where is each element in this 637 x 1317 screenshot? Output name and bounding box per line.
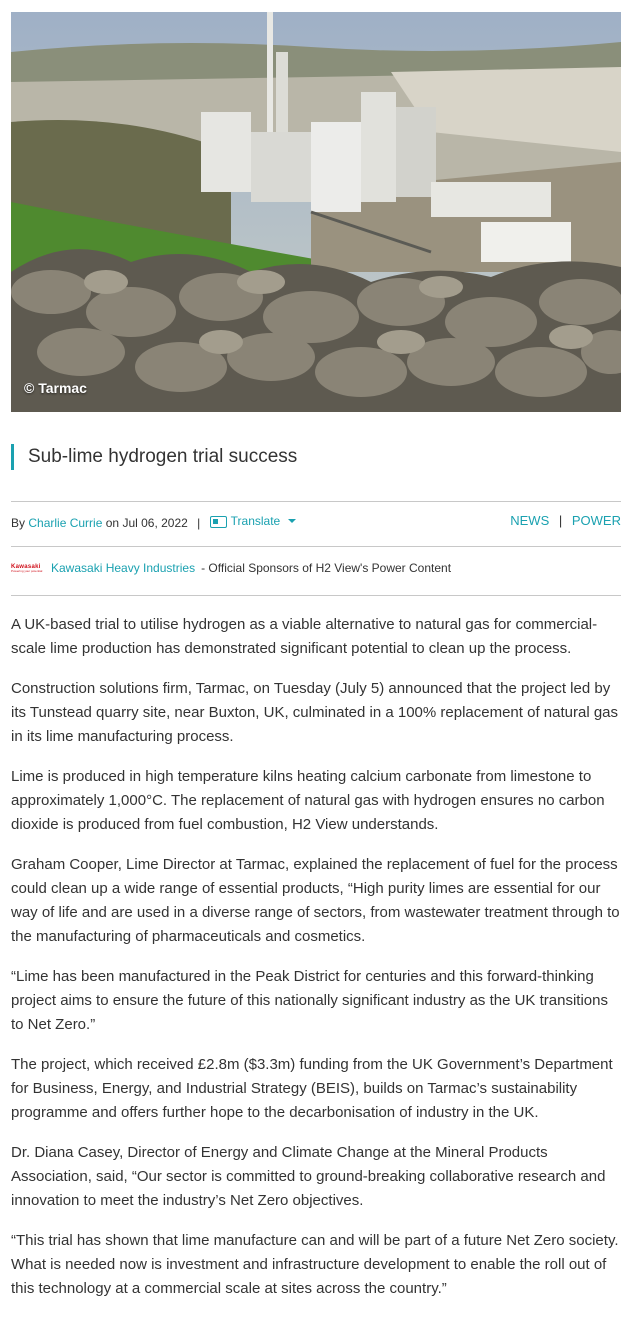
article-title-block: [11, 444, 297, 470]
translate-button[interactable]: [210, 512, 297, 530]
article-title: Sub-lime hydrogen trial success: [28, 446, 298, 467]
paragraph: Construction solutions firm, Tarmac, on Tuesday (July 5) announced that the project led by its Tunstead quarry site, near Buxton, UK, culminated in a 100% replacement of natural gas in its lime manufacturing process.: [11, 680, 619, 745]
paragraph: A UK-based trial to utilise hydrogen as a viable alternative to natural gas for commercial-scale lime production has demonstrated significant potential to clean up the process.: [11, 616, 598, 657]
kawasaki-logo[interactable]: Kawasaki Powering your potential: [11, 563, 43, 573]
byline: [11, 512, 621, 532]
category-links: [510, 512, 621, 530]
paragraph: Dr. Diana Casey, Director of Energy and Climate Change at the Mineral Products Association, said, “Our sector is committed to ground-breaking collaborative research and innovation to meet the industry’s Net Zero objectives.: [11, 1144, 606, 1209]
category-separator: |: [558, 513, 563, 528]
paragraph: “This trial has shown that lime manufacture can and will be part of a future Net Zero society. What is needed now is investment and infrastructure development to enable the roll out of this technology at a commercial scale at sites across the country.”: [11, 1232, 619, 1297]
sponsor-link[interactable]: Kawasaki Heavy Industries: [51, 561, 196, 575]
paragraph: “Lime has been manufactured in the Peak District for centuries and this forward-thinking project aims to ensure the future of this nationally significant industry as the UK transitions to Net Zero.”: [11, 968, 608, 1033]
byline-separator: |: [197, 516, 201, 530]
category-news[interactable]: NEWS: [510, 513, 550, 528]
divider: [11, 546, 621, 547]
sponsor-suffix: - Official Sponsors of H2 View's Power Content: [201, 561, 452, 575]
divider: [11, 501, 621, 502]
sponsor-line: [11, 561, 451, 575]
hero-image: [11, 12, 621, 412]
chevron-down-icon: [288, 519, 296, 523]
translate-label: Translate: [230, 514, 281, 528]
byline-on: on: [105, 516, 120, 530]
translate-icon: [210, 516, 227, 528]
quarry-photo: [11, 12, 621, 412]
divider: [11, 595, 621, 596]
byline-by: By: [11, 516, 26, 530]
paragraph: The project, which received £2.8m ($3.3m) funding from the UK Government’s Department for Business, Energy, and Industrial Strategy (BEIS), builds on Tarmac’s sustainability programme and offers further hope to the decarbonisation of industry in the UK.: [11, 1056, 613, 1121]
author-link[interactable]: Charlie Currie: [28, 516, 103, 530]
article-body: [11, 613, 621, 1317]
publish-date: Jul 06, 2022: [122, 516, 188, 530]
photo-credit: © Tarmac: [24, 380, 87, 396]
paragraph: Graham Cooper, Lime Director at Tarmac, explained the replacement of fuel for the process could clean up a wide range of essential products, “High purity limes are essential for our way of life and are used in a diverse range of sectors, from wastewater treatment through to the manufacturing of pharmaceuticals and cosmetics.: [11, 856, 620, 945]
category-power[interactable]: POWER: [571, 513, 621, 528]
paragraph: Lime is produced in high temperature kilns heating calcium carbonate from limestone to approximately 1,000°C. The replacement of natural gas with hydrogen ensures no carbon dioxide is produced from fuel combustion, H2 View understands.: [11, 768, 605, 833]
